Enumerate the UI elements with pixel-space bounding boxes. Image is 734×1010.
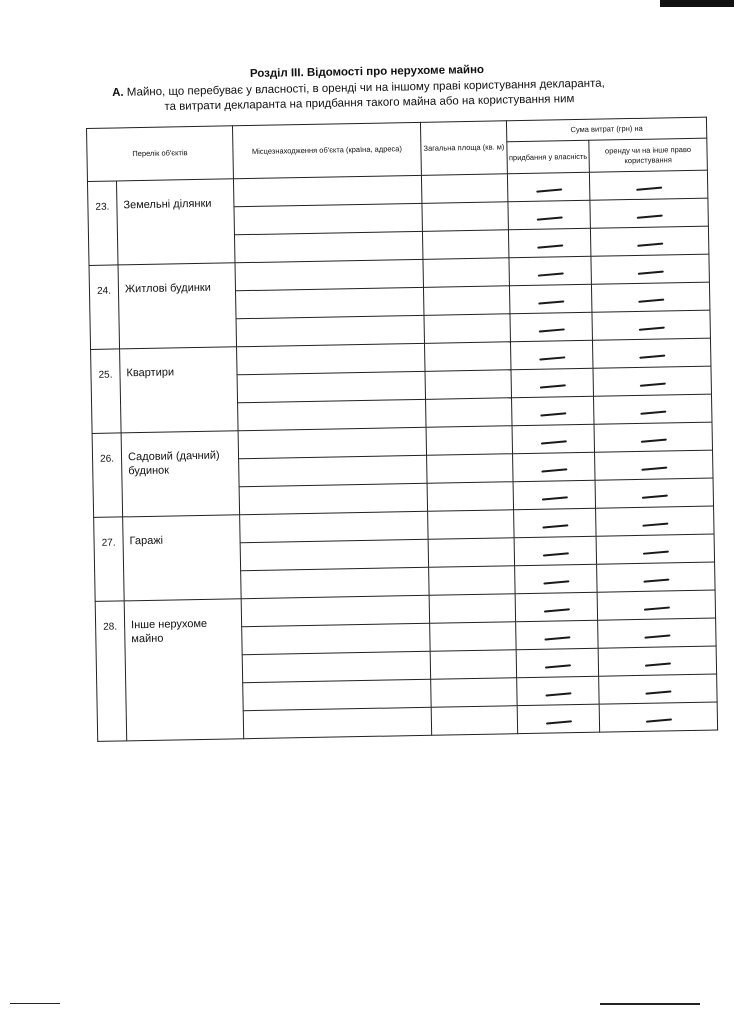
rent-cell bbox=[598, 646, 716, 676]
area-cell bbox=[429, 594, 515, 624]
location-cell bbox=[234, 231, 422, 262]
handwritten-dash-mark bbox=[640, 439, 666, 443]
handwritten-dash-mark bbox=[642, 550, 668, 554]
area-cell bbox=[428, 538, 514, 568]
area-cell bbox=[429, 566, 515, 596]
purchase-cell bbox=[508, 228, 590, 257]
property-table bbox=[86, 117, 718, 742]
handwritten-dash-mark bbox=[645, 718, 671, 722]
handwritten-dash-mark bbox=[536, 216, 562, 220]
handwritten-dash-mark bbox=[543, 580, 569, 584]
location-cell bbox=[240, 539, 428, 570]
rent-cell bbox=[591, 282, 709, 312]
category-number: 24. bbox=[89, 265, 120, 350]
category-number: 27. bbox=[94, 517, 125, 602]
rent-cell bbox=[592, 338, 710, 368]
header-objects: Перелік об'єктів bbox=[87, 126, 234, 182]
area-cell bbox=[425, 342, 511, 372]
rent-cell bbox=[596, 506, 714, 536]
location-cell bbox=[236, 287, 424, 318]
purchase-cell bbox=[517, 704, 599, 733]
header-purchase: придбання у власність bbox=[507, 141, 590, 174]
category-label: Садовий (дачний) будинок bbox=[121, 431, 240, 517]
handwritten-dash-mark bbox=[641, 495, 667, 499]
handwritten-dash-mark bbox=[636, 187, 662, 191]
handwritten-dash-mark bbox=[539, 356, 565, 360]
purchase-cell bbox=[507, 172, 589, 201]
rent-cell bbox=[593, 366, 711, 396]
location-cell bbox=[243, 707, 431, 738]
rent-cell bbox=[596, 534, 714, 564]
purchase-cell bbox=[510, 340, 592, 369]
rent-cell bbox=[590, 198, 708, 228]
location-cell bbox=[239, 455, 427, 486]
handwritten-dash-mark bbox=[542, 524, 568, 528]
purchase-cell bbox=[513, 480, 595, 509]
purchase-cell bbox=[508, 200, 590, 229]
handwritten-dash-mark bbox=[536, 188, 562, 192]
handwritten-dash-mark bbox=[640, 411, 666, 415]
category-label: Житлові будинки bbox=[118, 263, 237, 349]
category-number: 26. bbox=[92, 433, 123, 518]
rent-cell bbox=[599, 674, 717, 704]
rent-cell bbox=[594, 394, 712, 424]
purchase-cell bbox=[514, 508, 596, 537]
handwritten-dash-mark bbox=[537, 244, 563, 248]
rent-cell bbox=[592, 310, 710, 340]
handwritten-dash-mark bbox=[636, 215, 662, 219]
location-cell bbox=[238, 427, 426, 458]
scan-artifact-top-right bbox=[660, 0, 734, 7]
area-cell bbox=[422, 230, 508, 260]
category-number: 25. bbox=[91, 349, 122, 434]
location-cell bbox=[238, 399, 426, 430]
handwritten-dash-mark bbox=[537, 272, 563, 276]
handwritten-dash-mark bbox=[542, 552, 568, 556]
purchase-cell bbox=[511, 368, 593, 397]
location-cell bbox=[237, 343, 425, 374]
rent-cell bbox=[599, 702, 717, 732]
area-cell bbox=[431, 706, 517, 736]
purchase-cell bbox=[515, 564, 597, 593]
area-cell bbox=[430, 622, 516, 652]
purchase-cell bbox=[516, 648, 598, 677]
location-cell bbox=[234, 203, 422, 234]
rent-cell bbox=[597, 562, 715, 592]
rent-cell bbox=[591, 254, 709, 284]
header-location: Місцезнаходження об'єкта (країна, адреса) bbox=[232, 122, 421, 178]
purchase-cell bbox=[509, 284, 591, 313]
purchase-cell bbox=[512, 396, 594, 425]
rent-cell bbox=[594, 422, 712, 452]
rent-cell bbox=[598, 618, 716, 648]
area-cell bbox=[427, 482, 513, 512]
area-cell bbox=[423, 286, 509, 316]
purchase-cell bbox=[517, 676, 599, 705]
property-table-container bbox=[86, 117, 718, 768]
handwritten-dash-mark bbox=[645, 690, 671, 694]
subsection-line2: та витрати декларанта на придбання такого майна або на користування ним bbox=[164, 93, 575, 113]
purchase-cell bbox=[515, 592, 597, 621]
handwritten-dash-mark bbox=[545, 720, 571, 724]
rent-cell bbox=[589, 170, 707, 200]
handwritten-dash-mark bbox=[637, 243, 663, 247]
area-cell bbox=[424, 314, 510, 344]
handwritten-dash-mark bbox=[540, 412, 566, 416]
area-cell bbox=[426, 426, 512, 456]
category-label: Квартири bbox=[120, 347, 239, 433]
location-cell bbox=[236, 315, 424, 346]
area-cell bbox=[425, 370, 511, 400]
handwritten-dash-mark bbox=[539, 384, 565, 388]
subsection-line1: Майно, що перебуває у власності, в оренді чи на іншому праві користування декларанта, bbox=[126, 77, 605, 99]
category-number: 23. bbox=[87, 181, 118, 266]
handwritten-dash-mark bbox=[642, 523, 668, 527]
handwritten-dash-mark bbox=[544, 664, 570, 668]
scan-artifact-bottom-right bbox=[600, 1003, 700, 1005]
handwritten-dash-mark bbox=[541, 496, 567, 500]
handwritten-dash-mark bbox=[538, 300, 564, 304]
subsection-heading bbox=[112, 75, 672, 116]
area-cell bbox=[421, 174, 507, 204]
purchase-cell bbox=[513, 452, 595, 481]
handwritten-dash-mark bbox=[639, 383, 665, 387]
handwritten-dash-mark bbox=[643, 578, 669, 582]
area-cell bbox=[426, 398, 512, 428]
location-cell bbox=[240, 511, 428, 542]
category-label: Інше нерухоме майно bbox=[124, 599, 244, 741]
handwritten-dash-mark bbox=[641, 467, 667, 471]
handwritten-dash-mark bbox=[644, 634, 670, 638]
purchase-cell bbox=[510, 312, 592, 341]
handwritten-dash-mark bbox=[638, 327, 664, 331]
location-cell bbox=[241, 595, 429, 626]
area-cell bbox=[431, 678, 517, 708]
table-body bbox=[87, 170, 717, 741]
location-cell bbox=[237, 371, 425, 402]
header-rent: оренду чи на інше право користування bbox=[589, 139, 708, 173]
purchase-cell bbox=[509, 256, 591, 285]
handwritten-dash-mark bbox=[540, 440, 566, 444]
handwritten-dash-mark bbox=[544, 636, 570, 640]
location-cell bbox=[233, 175, 421, 206]
location-cell bbox=[243, 679, 431, 710]
rent-cell bbox=[595, 478, 713, 508]
section-title: Розділ ІІІ. Відомості про нерухоме майно bbox=[249, 63, 485, 81]
purchase-cell bbox=[516, 620, 598, 649]
handwritten-dash-mark bbox=[639, 355, 665, 359]
area-cell bbox=[427, 454, 513, 484]
category-label: Гаражі bbox=[123, 515, 242, 601]
area-cell bbox=[422, 202, 508, 232]
rent-cell bbox=[597, 590, 715, 620]
purchase-cell bbox=[512, 424, 594, 453]
handwritten-dash-mark bbox=[644, 662, 670, 666]
location-cell bbox=[241, 567, 429, 598]
rent-cell bbox=[590, 226, 708, 256]
header-area: Загальна площа (кв. м) bbox=[420, 121, 507, 176]
handwritten-dash-mark bbox=[545, 692, 571, 696]
handwritten-dash-mark bbox=[543, 608, 569, 612]
purchase-cell bbox=[514, 536, 596, 565]
rent-cell bbox=[595, 450, 713, 480]
handwritten-dash-mark bbox=[638, 299, 664, 303]
area-cell bbox=[423, 258, 509, 288]
area-cell bbox=[428, 510, 514, 540]
location-cell bbox=[239, 483, 427, 514]
location-cell bbox=[242, 651, 430, 682]
location-cell bbox=[242, 623, 430, 654]
handwritten-dash-mark bbox=[637, 271, 663, 275]
category-number: 28. bbox=[95, 601, 127, 742]
subsection-letter: А. bbox=[112, 86, 124, 99]
scan-artifact-bottom-left bbox=[10, 1003, 60, 1004]
area-cell bbox=[430, 650, 516, 680]
location-cell bbox=[235, 259, 423, 290]
handwritten-dash-mark bbox=[643, 606, 669, 610]
category-label: Земельні ділянки bbox=[116, 179, 235, 265]
handwritten-dash-mark bbox=[538, 328, 564, 332]
header-expenses: Сума витрат (грн) на bbox=[506, 117, 706, 142]
handwritten-dash-mark bbox=[541, 468, 567, 472]
